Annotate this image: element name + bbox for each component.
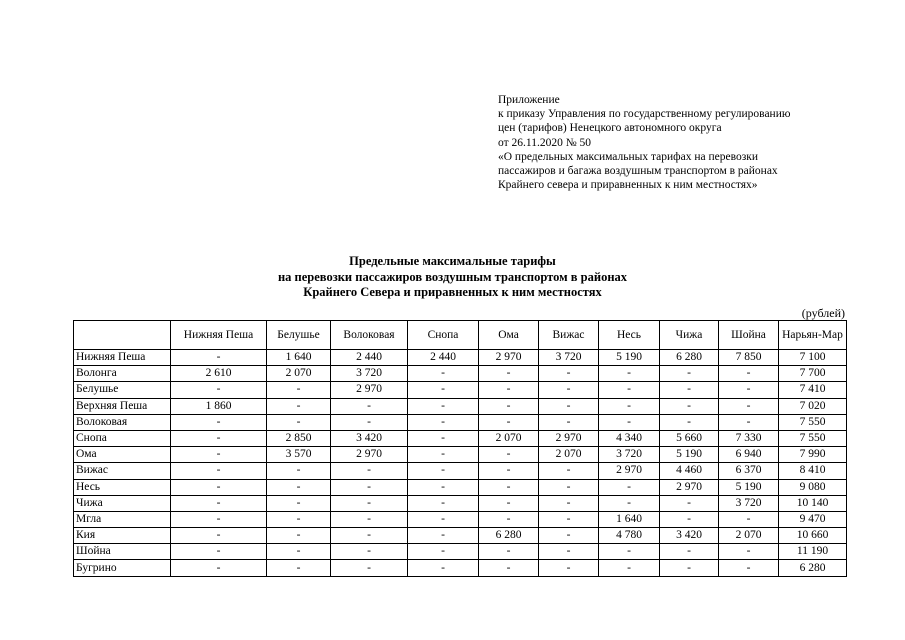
table-row [74,382,847,398]
tariff-cell: - [331,528,408,544]
tariff-cell: - [267,560,331,576]
tariff-cell: 7 550 [779,414,847,430]
tariff-cell: - [660,366,719,382]
tariff-cell: 5 190 [660,447,719,463]
table-row [74,528,847,544]
tariff-cell: - [479,414,539,430]
units-label: (рублей) [801,306,845,320]
row-header: Бугрино [74,560,171,576]
tariff-cell: - [599,382,660,398]
tariff-cell: 5 660 [660,430,719,446]
tariff-cell: 7 020 [779,398,847,414]
tariff-cell: - [408,366,479,382]
tariff-cell: - [267,382,331,398]
tariff-cell: - [331,414,408,430]
tariff-cell: - [719,398,779,414]
table-row [74,463,847,479]
tariff-cell: - [539,511,599,527]
tariff-cell: - [719,560,779,576]
appendix-line: пассажиров и багажа воздушным транспортом в районах [498,165,778,178]
tariff-cell: 2 970 [599,463,660,479]
tariff-cell: - [267,528,331,544]
tariff-cell: 4 780 [599,528,660,544]
tariff-cell: - [660,544,719,560]
column-header: Белушье [267,321,331,350]
tariff-cell: - [331,560,408,576]
row-header: Нижняя Пеша [74,350,171,366]
tariff-cell: - [599,560,660,576]
tariff-cell: - [599,398,660,414]
tariff-cell: 5 190 [599,350,660,366]
table-body [74,350,847,577]
appendix-line: Крайнего севера и приравненных к ним местностях» [498,179,758,192]
tariff-cell: 3 720 [331,366,408,382]
tariff-cell: - [539,382,599,398]
tariff-cell: - [408,398,479,414]
tariff-cell: 3 420 [331,430,408,446]
tariff-cell: 6 280 [479,528,539,544]
tariff-cell: 7 850 [719,350,779,366]
tariff-cell: 2 610 [171,366,267,382]
tariff-cell: 3 420 [660,528,719,544]
tariff-cell: - [479,560,539,576]
tariff-cell: - [408,528,479,544]
table-row [74,414,847,430]
row-header: Мгла [74,511,171,527]
tariff-cell: - [331,544,408,560]
appendix-line: цен (тарифов) Ненецкого автономного округа [498,122,722,135]
column-header: Нижняя Пеша [171,321,267,350]
tariff-cell: - [171,495,267,511]
tariff-cell: - [539,366,599,382]
tariff-cell: - [408,479,479,495]
tariff-cell: - [267,495,331,511]
row-header: Шойна [74,544,171,560]
tariff-cell: - [660,560,719,576]
tariff-cell: 10 660 [779,528,847,544]
tariff-cell: - [479,463,539,479]
tariff-cell: - [660,495,719,511]
tariff-cell: - [267,544,331,560]
tariff-cell: 9 470 [779,511,847,527]
tariff-cell: 6 280 [779,560,847,576]
tariff-cell: 6 280 [660,350,719,366]
tariff-cell: 3 720 [719,495,779,511]
tariff-cell: - [479,495,539,511]
tariff-cell: - [719,366,779,382]
tariff-cell: - [660,382,719,398]
corner-header-cell [74,321,171,350]
tariff-cell: 4 460 [660,463,719,479]
tariff-cell: 7 330 [719,430,779,446]
tariff-cell: - [267,414,331,430]
row-header: Волоковая [74,414,171,430]
row-header: Ома [74,447,171,463]
tariff-cell: - [539,398,599,414]
tariff-cell: - [539,544,599,560]
row-header: Белушье [74,382,171,398]
tariff-cell: - [719,414,779,430]
tariff-cell: - [171,560,267,576]
tariff-cell: - [171,528,267,544]
tariff-cell: - [408,430,479,446]
column-header: Чижа [660,321,719,350]
tariff-cell: 8 410 [779,463,847,479]
tariff-cell: 1 860 [171,398,267,414]
row-header: Кия [74,528,171,544]
tariff-cell: 2 970 [539,430,599,446]
column-header: Волоковая [331,321,408,350]
tariff-cell: - [660,414,719,430]
tariff-cell: 2 070 [539,447,599,463]
tariff-cell: - [479,398,539,414]
tariff-cell: 7 410 [779,382,847,398]
tariff-cell: - [599,479,660,495]
tariff-cell: - [267,511,331,527]
tariff-cell: 3 720 [539,350,599,366]
appendix-line: Приложение [498,94,560,106]
tariff-cell: 9 080 [779,479,847,495]
tariff-cell: - [171,463,267,479]
tariff-cell: - [408,495,479,511]
tariff-cell: - [331,463,408,479]
tariff-cell: 1 640 [599,511,660,527]
tariff-cell: - [719,382,779,398]
column-header: Несь [599,321,660,350]
tariff-cell: - [267,479,331,495]
tariff-cell: - [331,495,408,511]
title-line: Крайнего Севера и приравненных к ним местностях [303,285,602,299]
title-line: Предельные максимальные тарифы [349,254,556,268]
tariff-cell: 6 370 [719,463,779,479]
column-header: Ома [479,321,539,350]
column-header: Снопа [408,321,479,350]
tariff-cell: 2 970 [660,479,719,495]
tariff-cell: - [660,511,719,527]
tariff-cell: - [479,479,539,495]
table-row [74,430,847,446]
tariff-cell: - [539,495,599,511]
tariff-cell: - [479,544,539,560]
table-row [74,447,847,463]
tariff-cell: - [408,511,479,527]
tariff-cell: - [539,479,599,495]
tariff-cell: - [539,414,599,430]
tariff-cell: - [408,544,479,560]
tariff-cell: - [719,544,779,560]
row-header: Чижа [74,495,171,511]
appendix-line: от 26.11.2020 № 50 [498,136,592,149]
column-header: Вижас [539,321,599,350]
tariff-cell: - [408,560,479,576]
tariff-cell: - [171,350,267,366]
tariff-cell: - [408,414,479,430]
table-row [74,560,847,576]
tariff-cell: 11 190 [779,544,847,560]
tariff-cell: - [331,511,408,527]
tariff-cell: - [171,447,267,463]
tariff-cell: 2 440 [408,350,479,366]
table-row [74,544,847,560]
tariff-cell: 1 640 [267,350,331,366]
tariff-cell: 2 070 [267,366,331,382]
title-line: на перевозки пассажиров воздушным транспортом в районах [277,269,628,284]
table-row [74,350,847,366]
tariff-cell: 3 720 [599,447,660,463]
table-row [74,511,847,527]
tariff-cell: - [171,414,267,430]
tariff-cell: - [599,366,660,382]
tariff-cell: 7 990 [779,447,847,463]
tariff-cell: - [331,479,408,495]
table-row [74,366,847,382]
tariff-cell: - [408,447,479,463]
tariff-table [73,320,847,577]
appendix-line: к приказу Управления по государственному регулированию [498,108,791,121]
tariff-cell: - [267,463,331,479]
tariff-cell: - [479,447,539,463]
tariff-cell: - [719,511,779,527]
tariff-cell: - [408,463,479,479]
tariff-cell: 2 970 [479,350,539,366]
tariff-cell: 10 140 [779,495,847,511]
row-header: Несь [74,479,171,495]
tariff-cell: - [331,398,408,414]
tariff-cell: 7 100 [779,350,847,366]
table-row [74,479,847,495]
tariff-cell: - [171,479,267,495]
column-header: Шойна [719,321,779,350]
appendix-line: «О предельных максимальных тарифах на перевозки [498,150,758,163]
tariff-cell: - [479,511,539,527]
tariff-cell: - [599,414,660,430]
tariff-cell: 2 970 [331,447,408,463]
tariff-cell: 5 190 [719,479,779,495]
tariff-cell: - [267,398,331,414]
appendix-header [498,93,878,192]
table-row [74,495,847,511]
tariff-cell: - [171,544,267,560]
row-header: Вижас [74,463,171,479]
tariff-cell: 2 440 [331,350,408,366]
tariff-cell: - [599,495,660,511]
column-header: Нарьян-Мар [779,321,847,350]
tariff-cell: - [171,382,267,398]
tariff-cell: 6 940 [719,447,779,463]
tariff-cell: 2 970 [331,382,408,398]
table-row [74,398,847,414]
tariff-cell: 2 070 [479,430,539,446]
tariff-cell: - [479,382,539,398]
tariff-cell: 2 850 [267,430,331,446]
tariff-cell: 3 570 [267,447,331,463]
tariff-cell: - [660,398,719,414]
tariff-cell: - [479,366,539,382]
tariff-cell: 4 340 [599,430,660,446]
tariff-cell: 2 070 [719,528,779,544]
tariff-cell: - [539,528,599,544]
tariff-cell: - [539,463,599,479]
tariff-cell: - [599,544,660,560]
table-header-row [74,321,847,350]
row-header: Волонга [74,366,171,382]
tariff-cell: - [171,430,267,446]
row-header: Верхняя Пеша [74,398,171,414]
tariff-cell: - [408,382,479,398]
row-header: Снопа [74,430,171,446]
tariff-cell: 7 550 [779,430,847,446]
document-title [0,254,905,301]
tariff-cell: - [539,560,599,576]
tariff-cell: - [171,511,267,527]
tariff-cell: 7 700 [779,366,847,382]
